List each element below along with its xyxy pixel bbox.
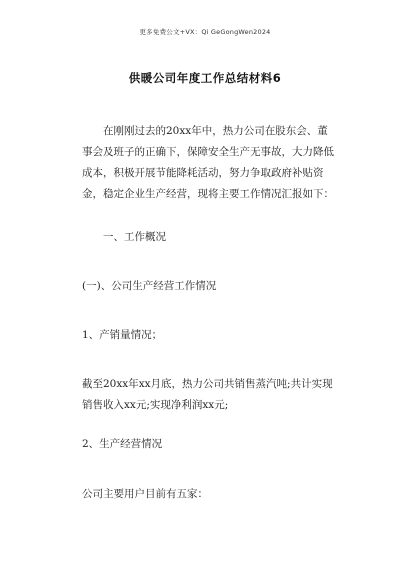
item-body-main-customers: 公司主要用户目前有五家： bbox=[82, 488, 208, 500]
item-heading-production-operations: 2、生产经营情况 bbox=[82, 438, 163, 450]
item-body-sales-volume: 截至20xx年xx月底，热力公司共销售蒸汽吨;共计实现销售收入xx元;实现净利润xx元; bbox=[82, 378, 333, 411]
subsection-heading-production: (一)、公司生产经营工作情况 bbox=[82, 280, 217, 292]
item-heading-sales-volume: 1、产销量情况； bbox=[82, 329, 163, 341]
document-title: 供暖公司年度工作总结材料6 bbox=[128, 71, 282, 85]
header-note: 更多免费公文+VX：Qi GeGongWen2024 bbox=[139, 28, 271, 36]
intro-paragraph: 在刚刚过去的20xx年中，热力公司在股东会、董事会及班子的正确下，保障安全生产无事故，大力降低成本，积极开展节能降耗活动，努力争取政府补贴资金，稳定企业生产经营，现将主要工作情况汇报如下： bbox=[82, 125, 334, 200]
section-heading-work-overview: 一、工作概况 bbox=[103, 231, 166, 243]
